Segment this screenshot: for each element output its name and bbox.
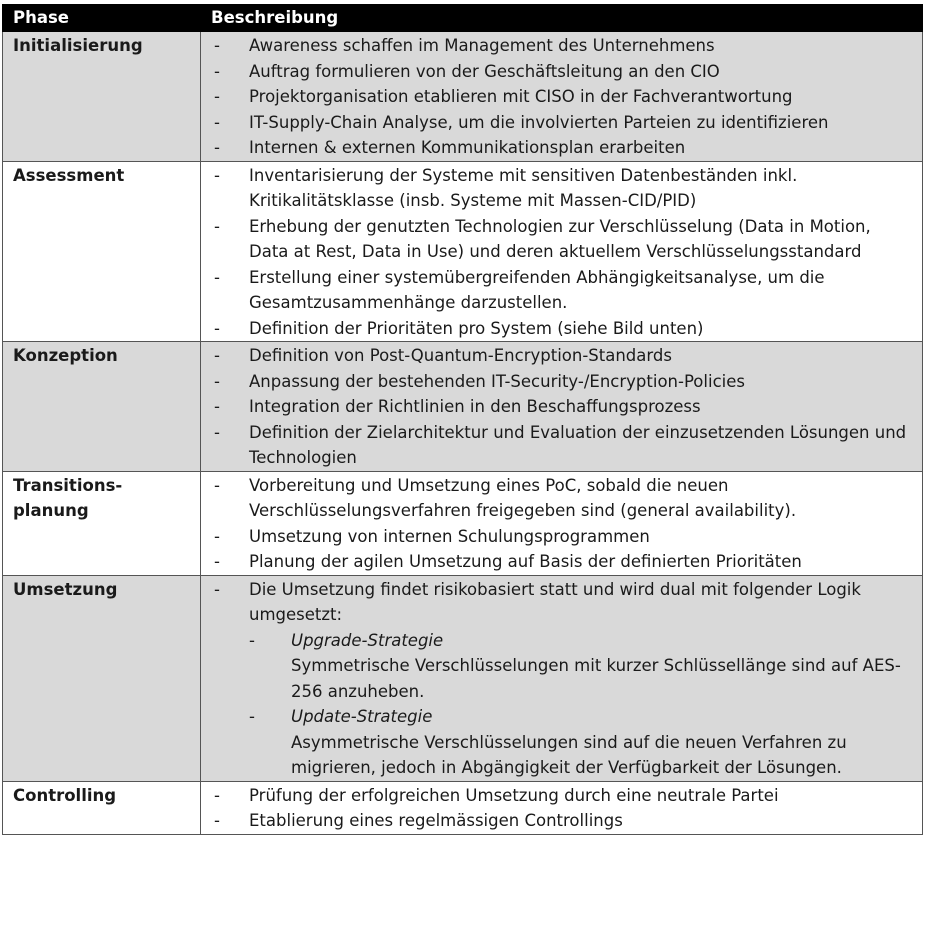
list-item-text: Umsetzung von internen Schulungsprogrammen	[249, 526, 650, 546]
phase-description	[201, 342, 923, 472]
phase-name: Assessment	[3, 161, 201, 342]
bullet-dash: -	[214, 811, 220, 830]
indent-spacer	[201, 704, 249, 781]
list-item-text: Vorbereitung und Umsetzung eines PoC, sobald die neuen Verschlüsselungsverfahren freigegeben sind (general availability).	[249, 475, 797, 520]
list-item	[201, 110, 914, 136]
table-row	[3, 161, 923, 342]
phase-name: Transitions-planung	[3, 471, 201, 575]
list-item-text: Anpassung der bestehenden IT-Security-/Encryption-Policies	[249, 371, 745, 391]
bullet-dash: -	[214, 318, 220, 338]
list-item-text: Projektorganisation etablieren mit CISO in der Fachverantwortung	[249, 87, 793, 106]
list-item	[201, 577, 914, 628]
bullet-dash: -	[249, 630, 255, 650]
phase-description	[201, 161, 923, 342]
bullet-dash: -	[214, 475, 220, 495]
bullet-dash: -	[214, 165, 220, 185]
list-item-text: Auftrag formulieren von der Geschäftsleitung an den CIO	[249, 61, 720, 81]
header-phase: Phase	[3, 5, 201, 32]
list-item	[201, 783, 914, 809]
list-item	[201, 343, 914, 369]
bullet-dash: -	[214, 112, 220, 132]
list-item	[201, 265, 914, 316]
phase-description	[201, 471, 923, 575]
list-item-text: Die Umsetzung findet risikobasiert statt und wird dual mit folgender Logik umgesetzt:	[249, 579, 861, 624]
bullet-dash: -	[214, 422, 220, 442]
list-item-text: Internen & externen Kommunikationsplan erarbeiten	[249, 138, 686, 157]
phase-name: Controlling	[3, 781, 201, 834]
list-item-text: Definition von Post-Quantum-Encryption-Standards	[249, 346, 672, 365]
list-item-text: Erhebung der genutzten Technologien zur Verschlüsselung (Data in Motion, Data at Rest, Data in Use) und deren aktuellem Verschlüsselungsstandard	[249, 216, 871, 261]
list-item-text: Awareness schaffen im Management des Unternehmens	[249, 36, 715, 55]
phase-name: Initialisierung	[3, 32, 201, 162]
list-item	[201, 524, 914, 550]
list-item	[201, 135, 914, 161]
bullet-dash: -	[214, 267, 220, 287]
indent-spacer	[201, 628, 249, 705]
bullet-dash: -	[214, 785, 220, 805]
list-item	[201, 214, 914, 265]
sub-item-content	[249, 628, 914, 705]
bullet-dash: -	[214, 526, 220, 546]
bullet-dash: -	[214, 579, 220, 599]
bullet-dash: -	[214, 138, 220, 157]
phase-description	[201, 781, 923, 834]
list-item-text: Definition der Zielarchitektur und Evaluation der einzusetzenden Lösungen und Technologien	[249, 422, 907, 467]
bullet-dash: -	[214, 36, 220, 55]
list-item-text: Erstellung einer systemübergreifenden Abhängigkeitsanalyse, um die Gesamtzusammenhänge darzustellen.	[249, 267, 825, 312]
list-item-text: Inventarisierung der Systeme mit sensitiven Datenbeständen inkl. Kritikalitätsklasse (insb. Systeme mit Massen-CID/PID)	[249, 165, 798, 210]
bullet-dash: -	[214, 87, 220, 106]
list-item-text: Prüfung der erfolgreichen Umsetzung durch eine neutrale Partei	[249, 785, 779, 805]
bullet-dash: -	[214, 552, 220, 571]
list-item	[201, 59, 914, 85]
table-row	[3, 575, 923, 781]
header-description: Beschreibung	[201, 5, 923, 32]
table-body	[3, 32, 923, 835]
sub-list-item	[201, 704, 914, 781]
bullet-dash: -	[214, 216, 220, 236]
phase-name: Umsetzung	[3, 575, 201, 781]
sub-item-body	[291, 628, 914, 705]
list-item	[201, 316, 914, 342]
phase-description	[201, 575, 923, 781]
list-item-text: IT-Supply-Chain Analyse, um die involvierten Parteien zu identifizieren	[249, 112, 829, 132]
list-item	[201, 808, 914, 834]
table-row	[3, 32, 923, 162]
phase-description	[201, 32, 923, 162]
strategy-text: Symmetrische Verschlüsselungen mit kurzer Schlüssellänge sind auf AES-256 anzuheben.	[291, 656, 901, 701]
strategy-title: Update-Strategie	[291, 707, 433, 726]
bullet-dash: -	[214, 346, 220, 365]
list-item-text: Integration der Richtlinien in den Beschaffungsprozess	[249, 397, 701, 416]
table-row	[3, 471, 923, 575]
header-row	[3, 5, 923, 32]
strategy-title: Upgrade-Strategie	[291, 630, 444, 650]
list-item	[201, 33, 914, 59]
list-item-text: Planung der agilen Umsetzung auf Basis der definierten Prioritäten	[249, 552, 802, 571]
strategy-text: Asymmetrische Verschlüsselungen sind auf die neuen Verfahren zu migrieren, jedoch in Abgängigkeit der Verfügbarkeit der Lösungen.	[291, 732, 847, 777]
list-item	[201, 163, 914, 214]
phase-table	[2, 4, 923, 835]
list-item	[201, 549, 914, 575]
bullet-dash: -	[214, 61, 220, 81]
list-item	[201, 369, 914, 395]
bullet-dash: -	[214, 371, 220, 391]
list-item	[201, 473, 914, 524]
list-item-text: Etablierung eines regelmässigen Controllings	[249, 811, 623, 830]
table-row	[3, 342, 923, 472]
list-item	[201, 394, 914, 420]
table-row	[3, 781, 923, 834]
list-item-text: Definition der Prioritäten pro System (siehe Bild unten)	[249, 318, 704, 338]
bullet-dash: -	[249, 707, 255, 726]
bullet-dash: -	[214, 397, 220, 416]
list-item	[201, 420, 914, 471]
phase-name: Konzeption	[3, 342, 201, 472]
list-item	[201, 84, 914, 110]
sub-list-item	[201, 628, 914, 705]
sub-item-body	[291, 704, 914, 781]
sub-item-content	[249, 704, 914, 781]
